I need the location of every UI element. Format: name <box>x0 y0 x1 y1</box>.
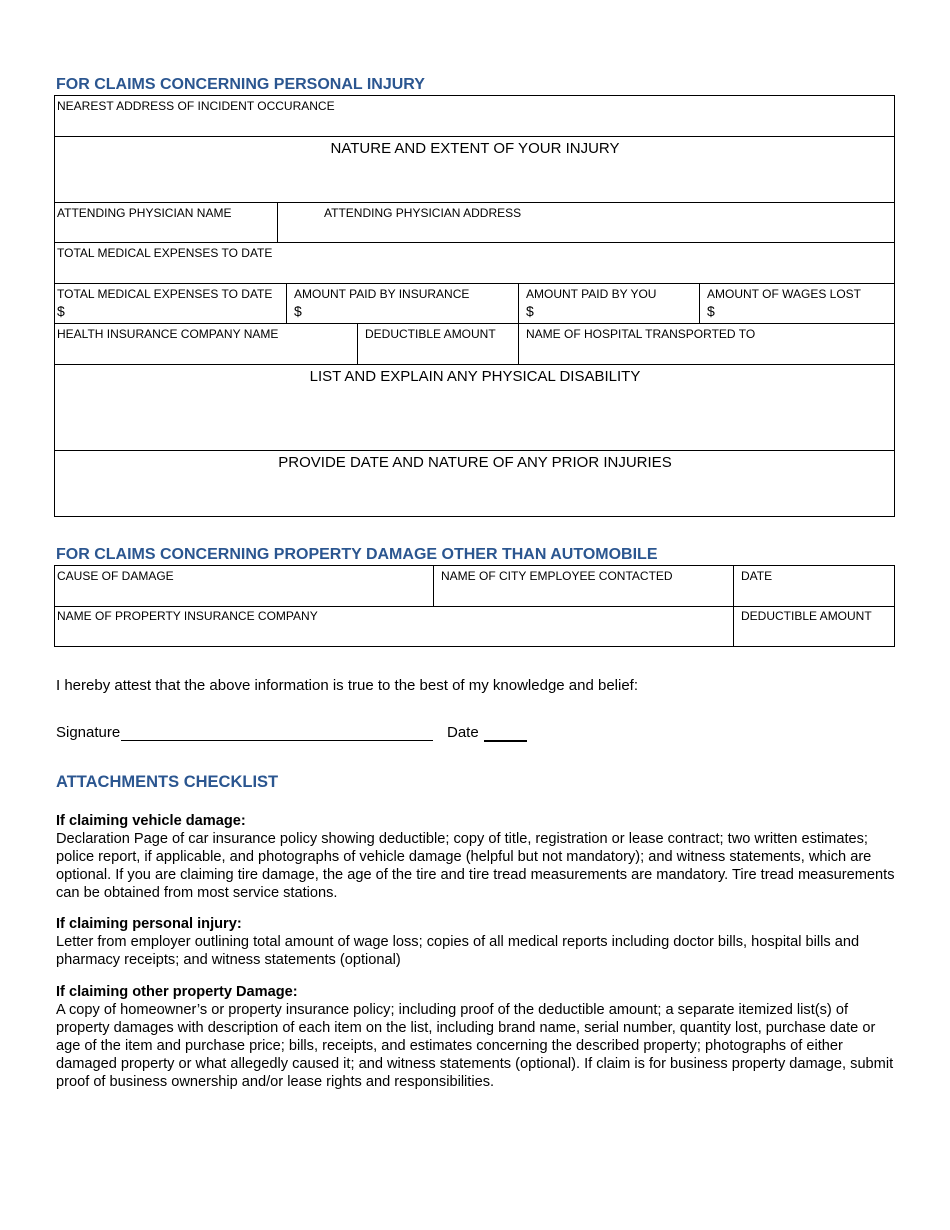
property-damage-heading: If claiming other property Damage: <box>56 984 298 1000</box>
col-divider <box>277 203 278 242</box>
total-medical-field-2[interactable]: TOTAL MEDICAL EXPENSES TO DATE <box>57 287 273 301</box>
row-divider <box>55 242 894 243</box>
currency-symbol: $ <box>526 303 534 319</box>
amount-paid-insurance-field[interactable]: AMOUNT PAID BY INSURANCE <box>294 287 470 301</box>
personal-injury-form <box>54 95 895 517</box>
property-damage-title: FOR CLAIMS CONCERNING PROPERTY DAMAGE OTHER THAN AUTOMOBILE <box>56 546 658 563</box>
personal-injury-heading: If claiming personal injury: <box>56 916 242 932</box>
personal-injury-text: Letter from employer outlining total amount of wage loss; copies of all medical reports including doctor bills, hospital bills and pharmacy receipts; and witness statements (optional) <box>56 934 860 968</box>
disability-field[interactable]: LIST AND EXPLAIN ANY PHYSICAL DISABILITY <box>309 368 641 385</box>
physician-name-field[interactable]: ATTENDING PHYSICIAN NAME <box>57 206 232 220</box>
amount-paid-you-field[interactable]: AMOUNT PAID BY YOU <box>526 287 657 301</box>
prior-injuries-field[interactable]: PROVIDE DATE AND NATURE OF ANY PRIOR INJURIES <box>278 454 672 471</box>
row-divider <box>55 606 894 607</box>
property-deductible-field[interactable]: DEDUCTIBLE AMOUNT <box>741 609 872 623</box>
property-insurance-field[interactable]: NAME OF PROPERTY INSURANCE COMPANY <box>57 609 318 623</box>
vehicle-damage-heading: If claiming vehicle damage: <box>56 813 246 829</box>
col-divider <box>733 566 734 646</box>
physician-address-field[interactable]: ATTENDING PHYSICIAN ADDRESS <box>324 206 522 220</box>
col-divider <box>286 284 287 323</box>
row-divider <box>55 202 894 203</box>
signature-line[interactable] <box>121 740 433 741</box>
date-field[interactable]: DATE <box>741 569 773 583</box>
date-line[interactable] <box>484 740 527 742</box>
date-label: Date <box>447 724 479 741</box>
nature-extent-field[interactable]: NATURE AND EXTENT OF YOUR INJURY <box>330 140 620 157</box>
city-employee-field[interactable]: NAME OF CITY EMPLOYEE CONTACTED <box>441 569 673 583</box>
cause-of-damage-field[interactable]: CAUSE OF DAMAGE <box>57 569 174 583</box>
checklist-title: ATTACHMENTS CHECKLIST <box>56 773 279 791</box>
col-divider <box>433 566 434 606</box>
nearest-address-field[interactable]: NEAREST ADDRESS OF INCIDENT OCCURANCE <box>57 99 335 113</box>
amount-wages-lost-field[interactable]: AMOUNT OF WAGES LOST <box>707 287 862 301</box>
deductible-field[interactable]: DEDUCTIBLE AMOUNT <box>365 327 496 341</box>
property-damage-form <box>54 565 895 647</box>
health-insurance-field[interactable]: HEALTH INSURANCE COMPANY NAME <box>57 327 279 341</box>
attestation-statement: I hereby attest that the above information is true to the best of my knowledge and belief: <box>56 677 639 694</box>
property-damage-text: A copy of homeowner’s or property insurance policy; including proof of the deductible amount; a separate itemized list(s) of property damages with description of each item on the list, including brand name, serial number, quantity lost, purchase date or age of the item and purchase price; bills, receipts, and estimates concerning the described property; photographs of either damaged property or what allegedly caused it; and witness statements (optional). If claim is for business property damage, submit proof of business ownership and/or lease rights and responsibilities. <box>56 1002 894 1090</box>
row-divider <box>55 364 894 365</box>
currency-symbol: $ <box>294 303 302 319</box>
col-divider <box>518 324 519 364</box>
row-divider <box>55 450 894 451</box>
vehicle-damage-text: Declaration Page of car insurance policy showing deductible; copy of title, registration or lease contract; two written estimates; police report, if applicable, and photographs of vehicle damage (helpful but not mandatory); and witness statements, which are optional. If you are claiming tire damage, the age of the tire and tire tread measurements are mandatory. Tire tread measurements can be obtained from most service stations. <box>56 831 895 901</box>
hospital-field[interactable]: NAME OF HOSPITAL TRANSPORTED TO <box>526 327 756 341</box>
personal-injury-title: FOR CLAIMS CONCERNING PERSONAL INJURY <box>56 76 425 93</box>
row-divider <box>55 136 894 137</box>
row-divider <box>55 283 894 284</box>
currency-symbol: $ <box>707 303 715 319</box>
row-divider <box>55 323 894 324</box>
col-divider <box>699 284 700 323</box>
col-divider <box>357 324 358 364</box>
currency-symbol: $ <box>57 303 65 319</box>
total-medical-field[interactable]: TOTAL MEDICAL EXPENSES TO DATE <box>57 246 273 260</box>
col-divider <box>518 284 519 323</box>
signature-label: Signature <box>56 724 121 741</box>
